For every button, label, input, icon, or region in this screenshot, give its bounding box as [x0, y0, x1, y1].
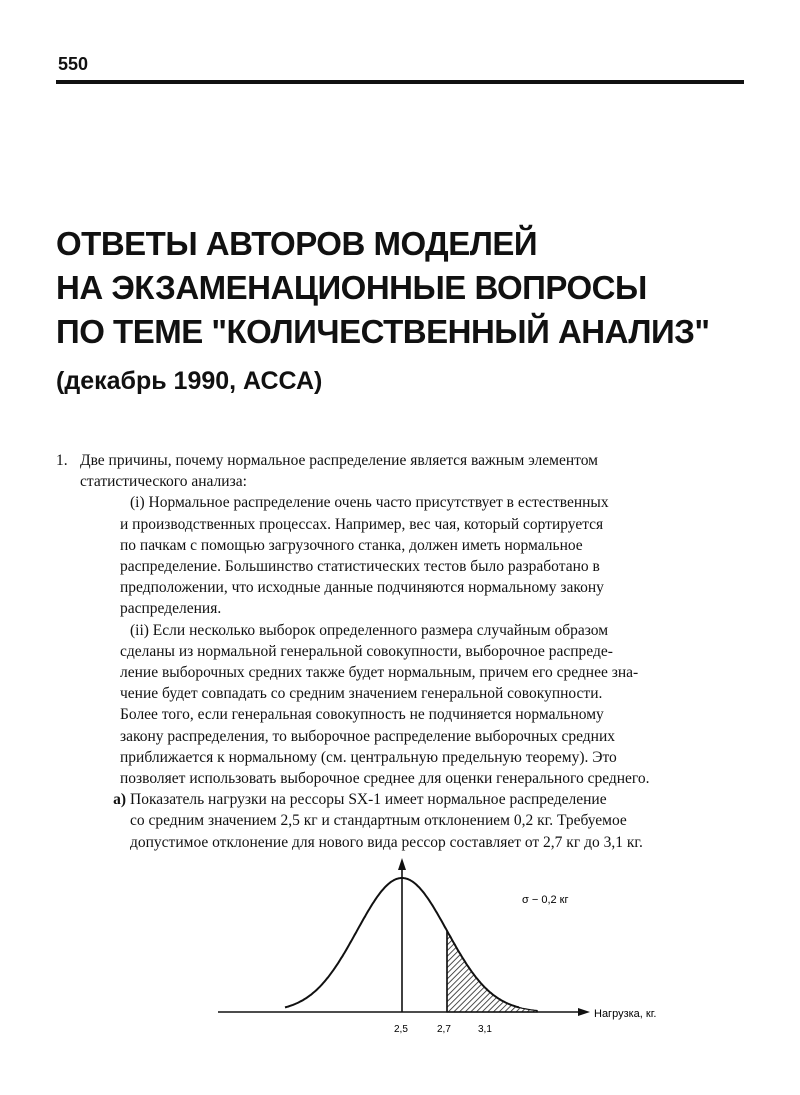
reason-2-line: закону распределения, то выборочное распределение выборочных средних — [120, 727, 616, 745]
reason-1-line: предположении, что исходные данные подчиняются нормальному закону — [120, 579, 604, 597]
title-line: ПО ТЕМЕ "КОЛИЧЕСТВЕННЫЙ АНАЛИЗ" — [56, 313, 710, 350]
chapter-subtitle: (декабрь 1990, АССА) — [56, 367, 323, 395]
normal-distribution-figure — [0, 850, 800, 1050]
reason-2-line: чение будет совпадать со средним значением генеральной совокупности. — [120, 685, 603, 703]
tick-label-2-5: 2,5 — [394, 1024, 408, 1035]
question-1 — [56, 450, 756, 853]
header-rule — [56, 80, 744, 84]
reason-1-line: распределения. — [120, 600, 222, 618]
x-axis-arrow — [578, 1008, 590, 1016]
page-number: 550 — [58, 54, 89, 74]
question-intro-line: 1. Две причины, почему нормальное распределение является важным элементом — [56, 450, 756, 471]
question-number: 1. — [56, 452, 68, 469]
y-axis-arrow — [398, 858, 406, 870]
part-a-line: а) Показатель нагрузки на рессоры SX-1 имеет нормальное распределение — [56, 789, 756, 810]
sigma-label: σ − 0,2 кг — [522, 894, 569, 906]
question-intro-line: статистического анализа: — [80, 473, 247, 491]
tick-label-3-1: 3,1 — [478, 1024, 492, 1035]
reason-2-line: Более того, если генеральная совокупность не подчиняется нормальному — [120, 706, 604, 724]
reason-2-line: ление выборочных средних также будет нормальным, причем его среднее зна- — [120, 664, 639, 682]
part-a-line: допустимое отклонение для нового вида рессор составляет от 2,7 кг до 3,1 кг. — [130, 833, 643, 851]
reason-1-line: и производственных процессах. Например, вес чая, который сортируется — [120, 515, 604, 533]
reason-2-line: сделаны из нормальной генеральной совокупности, выборочное распреде- — [120, 642, 613, 660]
part-a-label: а) — [113, 791, 126, 809]
reason-1-line: (i) Нормальное распределение очень часто присутствует в естественных — [130, 494, 609, 512]
title-line: НА ЭКЗАМЕНАЦИОННЫЕ ВОПРОСЫ — [56, 269, 647, 306]
reason-2-line: (ii) Если несколько выборок определенного размера случайным образом — [130, 621, 609, 639]
tick-label-2-7: 2,7 — [437, 1024, 451, 1035]
reason-1-line: по пачкам с помощью загрузочного станка, должен иметь нормальное — [120, 536, 583, 554]
axis-label: Нагрузка, кг. — [594, 1008, 657, 1020]
reason-2-line: позволяет использовать выборочное среднее для оценки генерального среднего. — [120, 770, 650, 788]
reason-1-line: распределение. Большинство статистических тестов было разработано в — [120, 558, 600, 576]
part-a-line: со средним значением 2,5 кг и стандартным отклонением 0,2 кг. Требуемое — [130, 812, 627, 830]
chapter-title — [56, 222, 756, 354]
shaded-tolerance-area — [447, 931, 537, 1012]
title-line: ОТВЕТЫ АВТОРОВ МОДЕЛЕЙ — [56, 225, 538, 262]
reason-2-line: приближается к нормальному (см. центральную предельную теорему). Это — [120, 748, 617, 766]
